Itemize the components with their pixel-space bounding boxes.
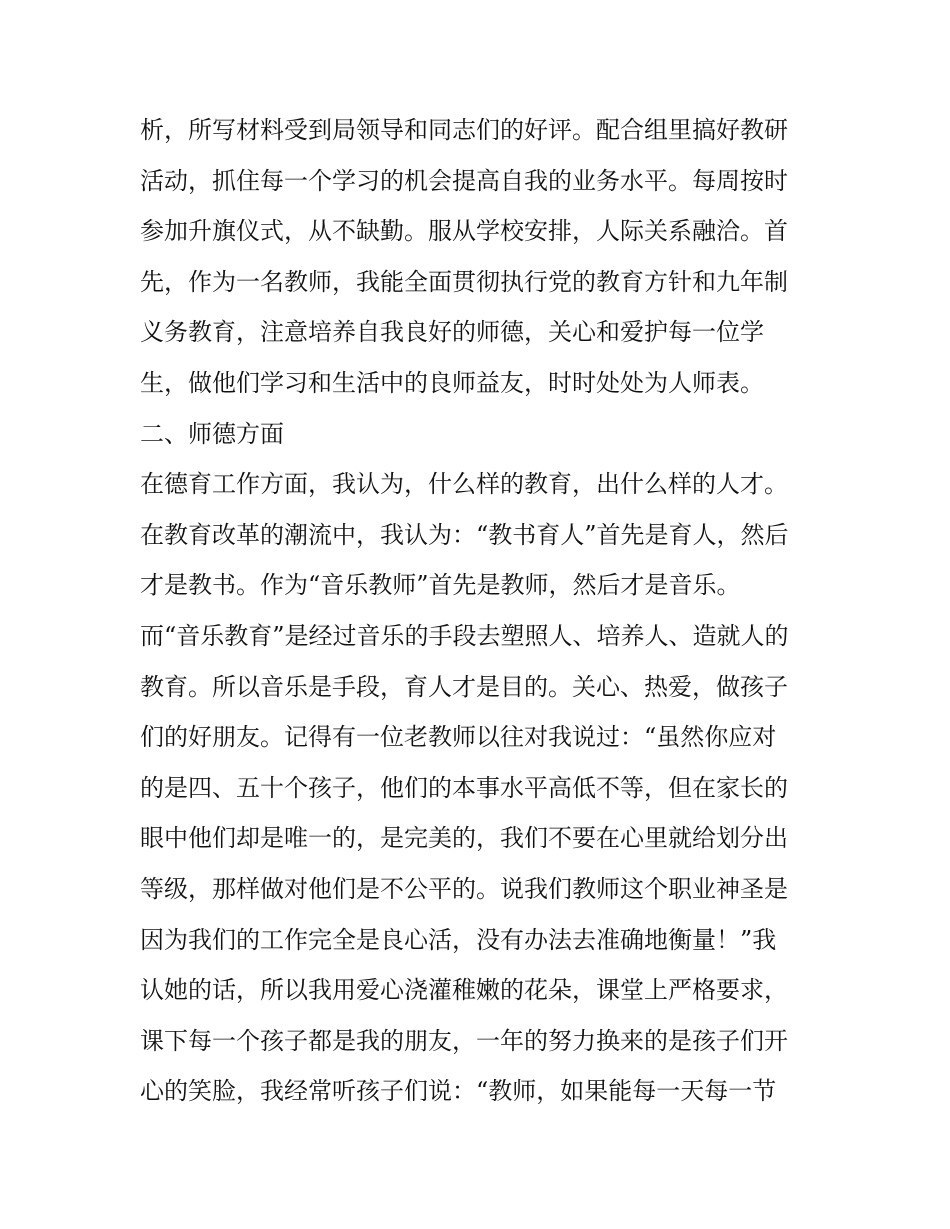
text-line: 活动，抓住每一个学习的机会提高自我的业务水平。每周按时 (140, 166, 788, 195)
text-line: 们的好朋友。记得有一位老教师以往对我说过：“虽然你应对 (140, 723, 777, 752)
text-line: 在德育工作方面，我认为，什么样的教育，出什么样的人才。 (140, 470, 788, 499)
text-line: 析，所写材料受到局领导和同志们的好评。配合组里搞好教研 (140, 116, 788, 144)
text-line: 义务教育，注意培养自我良好的师德，关心和爱护每一位学 (140, 318, 764, 347)
text-line: 等级，那样做对他们是不公平的。说我们教师这个职业神圣是 (140, 874, 788, 903)
text-line: 认她的话，所以我用爱心浇灌稚嫩的花朵，课堂上严格要求， (140, 976, 788, 1005)
text-line: 教育。所以音乐是手段，育人才是目的。关心、热爱，做孩子 (140, 672, 788, 701)
text-line: 的是四、五十个孩子，他们的本事水平高低不等，但在家长的 (140, 773, 788, 802)
text-line: 参加升旗仪式，从不缺勤。服从学校安排，人际关系融洽。首 (140, 217, 788, 246)
text-line: 先，作为一名教师，我能全面贯彻执行党的教育方针和九年制 (140, 267, 788, 296)
text-line: 眼中他们却是唯一的，是完美的，我们不要在心里就给划分出 (140, 824, 788, 853)
text-line: 而“音乐教育”是经过音乐的手段去塑照人、培养人、造就人的 (140, 621, 789, 650)
body-text (140, 105, 820, 1117)
text-line: 课下每一个孩子都是我的朋友，一年的努力换来的是孩子们开 (140, 1026, 788, 1055)
text-line: 因为我们的工作完全是良心活，没有办法去准确地衡量！”我 (140, 925, 777, 954)
text-line: 在教育改革的潮流中，我认为：“教书育人”首先是育人，然后 (140, 520, 789, 549)
text-line: 心的笑脸，我经常听孩子们说：“教师，如果能每一天每一节 (140, 1077, 777, 1106)
text-line: 生，做他们学习和生活中的良师益友，时时处处为人师表。 (140, 368, 764, 397)
text-line: 才是教书。作为“音乐教师”首先是教师，然后才是音乐。 (140, 571, 741, 600)
section-heading: 二、师德方面 (140, 419, 284, 448)
